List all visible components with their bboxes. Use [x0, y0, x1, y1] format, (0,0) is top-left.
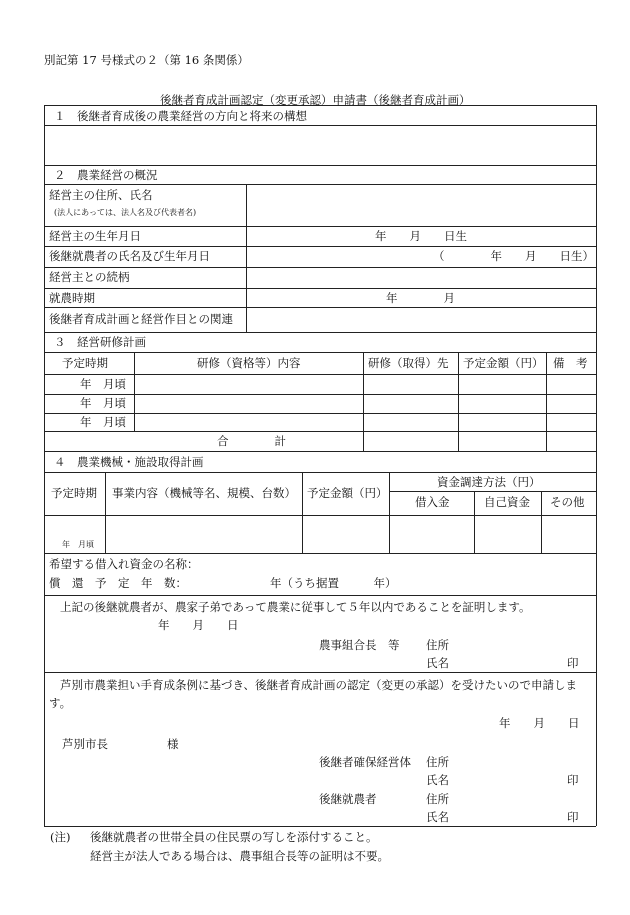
successor-label: 後継就農者の氏名及び生年月日	[49, 249, 210, 263]
loan-years-value[interactable]: 年（うち据置 年）	[270, 576, 397, 590]
plan-relation-label: 後継者育成計画と経営作目との関連	[49, 312, 233, 326]
application-date[interactable]: 年 月 日	[499, 716, 580, 730]
successor-address-label: 住所	[426, 792, 449, 806]
document-title: 後継者育成計画認定（変更承認）申請書（後継者育成計画）	[160, 93, 471, 107]
section-3-heading: ３ 経営研修計画	[54, 335, 146, 349]
section-1-heading: １ 後継者育成後の農業経営の方向と将来の構想	[54, 109, 307, 123]
vision-field[interactable]	[46, 127, 594, 163]
training-row-2-period[interactable]: 年 月頃	[80, 396, 126, 410]
note-line-2: 経営主が法人である場合は、農事組合長等の証明は不要。	[90, 849, 389, 863]
training-col-note: 備 考	[553, 356, 588, 370]
loan-name-label: 希望する借入れ資金の名称：	[49, 557, 199, 571]
relation-label: 経営主との続柄	[49, 270, 130, 284]
certifier-role: 農事組合長 等	[319, 638, 400, 652]
certification-date[interactable]: 年 月 日	[158, 618, 239, 632]
entity-name-label: 氏名	[426, 773, 449, 787]
owner-address-field[interactable]	[248, 186, 594, 224]
farming-start-label: 就農時期	[49, 291, 95, 305]
successor-value[interactable]: （ 年 月 日生）	[433, 249, 594, 263]
certifier-name-label: 氏名	[426, 656, 449, 670]
equipment-row-period[interactable]: 年 月頃	[62, 540, 94, 549]
training-col-period: 予定時期	[62, 356, 108, 370]
owner-birth-label: 経営主の生年月日	[49, 229, 141, 243]
section-2-heading: ２ 農業経営の概況	[54, 168, 158, 182]
owner-birth-value[interactable]: 年 月 日生	[375, 229, 467, 243]
training-row-1-period[interactable]: 年 月頃	[80, 377, 126, 391]
certifier-address-label: 住所	[426, 638, 449, 652]
notes-label: (注)	[50, 830, 71, 844]
training-col-place: 研修（取得）先	[368, 356, 449, 370]
training-total-label: 合 計	[217, 434, 286, 448]
equipment-col-content: 事業内容（機械等名、規模、台数）	[112, 486, 296, 500]
certifier-seal: 印	[567, 656, 579, 670]
relation-field[interactable]	[248, 269, 594, 286]
successor-seal: 印	[567, 810, 579, 824]
training-col-amount: 予定金額（円）	[463, 356, 544, 370]
equipment-col-period: 予定時期	[51, 486, 97, 500]
plan-relation-field[interactable]	[248, 309, 594, 330]
training-col-content: 研修（資格等）内容	[197, 356, 301, 370]
equipment-col-amount: 予定金額（円）	[307, 486, 388, 500]
equipment-col-funding: 資金調達方法（円）	[437, 475, 541, 489]
recipient: 芦別市長	[62, 737, 108, 751]
application-text-line2: す。	[49, 696, 72, 710]
successor-name-label: 氏名	[426, 810, 449, 824]
recipient-honorific: 様	[167, 737, 179, 751]
owner-address-label: 経営主の住所、氏名	[49, 188, 153, 202]
entity-address-label: 住所	[426, 755, 449, 769]
form-number: 別記第 17 号様式の２（第 16 条関係）	[44, 53, 249, 67]
training-row-3-period[interactable]: 年 月頃	[80, 415, 126, 429]
entity-label: 後継者確保経営体	[319, 755, 411, 769]
applicant-successor-label: 後継就農者	[319, 792, 377, 806]
equipment-col-loan: 借入金	[415, 495, 450, 509]
application-text-line1: 芦別市農業担い手育成条例に基づき、後継者育成計画の認定（変更の承認）を受けたいので申請しま	[60, 678, 578, 692]
certification-text: 上記の後継就農者が、農家子弟であって農業に従事して５年以内であることを証明します。	[60, 600, 531, 614]
loan-years-label: 償 還 予 定 年 数：	[49, 576, 187, 590]
owner-address-note: (法人にあっては、法人名及び代表者名)	[54, 208, 197, 217]
note-line-1: 後継就農者の世帯全員の住民票の写しを添付すること。	[90, 830, 378, 844]
section-4-heading: ４ 農業機械・施設取得計画	[54, 455, 204, 469]
equipment-col-other: その他	[550, 495, 585, 509]
farming-start-value[interactable]: 年 月	[386, 291, 455, 305]
equipment-col-own: 自己資金	[484, 495, 530, 509]
entity-seal: 印	[567, 773, 579, 787]
